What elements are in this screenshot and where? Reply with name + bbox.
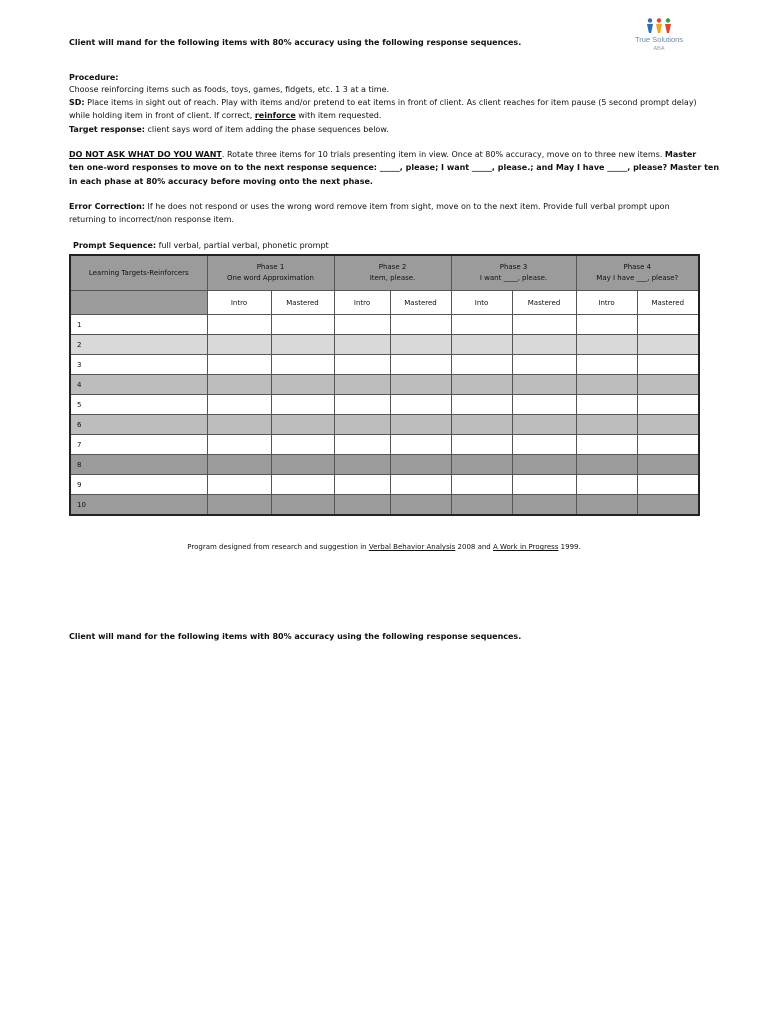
phase-2-header: Phase 2 Item, please. [334,255,451,291]
entry-cell[interactable] [207,415,271,435]
entry-cell[interactable] [576,375,637,395]
entry-cell[interactable] [390,415,451,435]
sd-text: Place items in sight out of reach. Play with items and/or pretend to eat items in front of client. As client reaches for item pause (5 second prompt delay) [84,98,697,107]
col-mastered-4: Mastered [637,291,699,315]
sd-line [69,96,697,109]
entry-cell[interactable] [451,335,512,355]
row-number: 10 [70,495,207,516]
entry-cell[interactable] [451,435,512,455]
entry-cell[interactable] [390,355,451,375]
citation-prefix: Program designed from research and suggestion in [187,543,369,551]
entry-cell[interactable] [512,395,576,415]
prompt-sequence-line [73,239,329,252]
entry-cell[interactable] [271,395,334,415]
entry-cell[interactable] [576,335,637,355]
instructions-line-2: ten one-word responses to move on to the next response sequence: _____, please; I want _____, please.; and May I have _____, please? Master ten [69,163,720,172]
entry-cell[interactable] [271,435,334,455]
entry-cell[interactable] [334,415,390,435]
entry-cell[interactable] [271,415,334,435]
reinforce-word: reinforce [254,111,296,120]
entry-cell[interactable] [451,375,512,395]
sd-line-2b: with item requested. [295,111,382,120]
error-correction-text: If he does not respond or uses the wrong word remove item from sight, move on to the next item. Provide full verbal prompt upon [144,202,670,211]
entry-cell[interactable] [334,495,390,516]
entry-cell[interactable] [207,375,271,395]
entry-cell[interactable] [512,335,576,355]
subheader-row [70,291,699,315]
entry-cell[interactable] [637,455,699,475]
entry-cell[interactable] [207,315,271,335]
logo-name: True Solutions [634,35,684,44]
entry-cell[interactable] [637,415,699,435]
entry-cell[interactable] [512,375,576,395]
dont-ask-text: DO NOT ASK WHAT DO YOU WANT [69,150,222,159]
entry-cell[interactable] [451,475,512,495]
entry-cell[interactable] [576,355,637,375]
instructions-master: Master [664,150,697,159]
entry-cell[interactable] [512,455,576,475]
entry-cell[interactable] [451,415,512,435]
objective-line: Client will mand for the following items with 80% accuracy using the following response sequences. [69,38,522,47]
table-row [70,455,699,475]
entry-cell[interactable] [271,455,334,475]
entry-cell[interactable] [390,455,451,475]
phase-4-header: Phase 4 May I have ___, please? [576,255,699,291]
entry-cell[interactable] [271,375,334,395]
corner-header: Learning Targets-Reinforcers [70,255,207,291]
citation-ref-1: Verbal Behavior Analysis [368,543,456,551]
phase-header-row [70,255,699,291]
entry-cell[interactable] [334,395,390,415]
prompt-sequence-label: Prompt Sequence: [73,241,157,250]
entry-cell[interactable] [512,315,576,335]
entry-cell[interactable] [334,435,390,455]
entry-cell[interactable] [637,495,699,516]
citation-line [0,541,768,554]
entry-cell[interactable] [512,475,576,495]
entry-cell[interactable] [451,395,512,415]
entry-cell[interactable] [390,395,451,415]
entry-cell[interactable] [207,335,271,355]
table-row [70,495,699,516]
col-mastered-2: Mastered [390,291,451,315]
entry-cell[interactable] [207,395,271,415]
row-number: 9 [70,475,207,495]
table-row [70,315,699,335]
row-number: 6 [70,415,207,435]
table-row [70,415,699,435]
entry-cell[interactable] [271,335,334,355]
table-row [70,355,699,375]
procedure-line-1: Choose reinforcing items such as foods, toys, games, fidgets, etc. 1 3 at a time. [69,85,390,94]
entry-cell[interactable] [576,395,637,415]
col-intro-4: Intro [576,291,637,315]
entry-cell[interactable] [334,375,390,395]
row-number: 8 [70,455,207,475]
col-intro-1: Intro [207,291,271,315]
entry-cell[interactable] [390,315,451,335]
entry-cell[interactable] [390,475,451,495]
table-row [70,475,699,495]
entry-cell[interactable] [271,315,334,335]
table-row [70,375,699,395]
entry-cell[interactable] [207,495,271,516]
row-number: 1 [70,315,207,335]
entry-cell[interactable] [512,435,576,455]
entry-cell[interactable] [207,475,271,495]
entry-cell[interactable] [451,315,512,335]
row-number: 2 [70,335,207,355]
row-number: 3 [70,355,207,375]
entry-cell[interactable] [512,495,576,516]
entry-cell[interactable] [271,495,334,516]
entry-cell[interactable] [512,355,576,375]
entry-cell[interactable] [576,415,637,435]
entry-cell[interactable] [207,355,271,375]
col-mastered-1: Mastered [271,291,334,315]
instructions-line-1 [69,148,696,161]
table-row [70,335,699,355]
entry-cell[interactable] [637,335,699,355]
entry-cell[interactable] [637,475,699,495]
entry-cell[interactable] [334,335,390,355]
error-correction-line-2: returning to incorrect/non response item. [69,215,235,224]
entry-cell[interactable] [576,475,637,495]
entry-cell[interactable] [576,455,637,475]
entry-cell[interactable] [334,455,390,475]
phase-1-header: Phase 1 One word Approximation [207,255,334,291]
tracking-table [69,254,700,516]
phase-3-header: Phase 3 I want ____, please. [451,255,576,291]
entry-cell[interactable] [637,395,699,415]
row-number: 5 [70,395,207,415]
target-text: client says word of item adding the phase sequences below. [144,125,389,134]
table-row [70,395,699,415]
subheader-blank [70,291,207,315]
sd-line-2 [69,109,381,122]
entry-cell[interactable] [637,375,699,395]
col-intro-2: Intro [334,291,390,315]
company-logo [626,18,692,58]
entry-cell[interactable] [334,475,390,495]
prompt-sequence-text: full verbal, partial verbal, phonetic prompt [156,241,329,250]
entry-cell[interactable] [512,415,576,435]
procedure-heading: Procedure: [69,73,119,82]
sd-label: SD: [69,98,85,107]
entry-cell[interactable] [451,455,512,475]
citation-ref-2: A Work in Progress [492,543,559,551]
entry-cell[interactable] [451,495,512,516]
row-number: 7 [70,435,207,455]
target-response-line [69,123,389,136]
entry-cell[interactable] [637,355,699,375]
objective-line-repeat: Client will mand for the following items with 80% accuracy using the following response sequences. [69,632,522,641]
error-correction-label: Error Correction: [69,202,145,211]
entry-cell[interactable] [576,435,637,455]
entry-cell[interactable] [451,355,512,375]
entry-cell[interactable] [390,335,451,355]
three-people-logo-icon [646,18,672,34]
entry-cell[interactable] [390,375,451,395]
entry-cell[interactable] [390,495,451,516]
instructions-line-1-rest: . Rotate three items for 10 trials presenting item in view. Once at 80% accuracy, move on to three new items. [221,150,665,159]
instructions-line-3: in each phase at 80% accuracy before moving onto the next phase. [69,177,373,186]
error-correction-line-1 [69,200,670,213]
entry-cell[interactable] [207,435,271,455]
entry-cell[interactable] [390,435,451,455]
logo-subtitle: ABA [653,46,665,52]
target-label: Target response: [69,125,145,134]
entry-cell[interactable] [334,315,390,335]
citation-suffix: 1999. [558,543,581,551]
entry-cell[interactable] [207,455,271,475]
entry-cell[interactable] [271,355,334,375]
col-mastered-3: Mastered [512,291,576,315]
entry-cell[interactable] [576,495,637,516]
entry-cell[interactable] [334,355,390,375]
col-intro-3: Into [451,291,512,315]
entry-cell[interactable] [637,435,699,455]
entry-cell[interactable] [576,315,637,335]
citation-mid: 2008 and [455,543,493,551]
row-number: 4 [70,375,207,395]
entry-cell[interactable] [637,315,699,335]
entry-cell[interactable] [271,475,334,495]
table-row [70,435,699,455]
sd-line-2a: while holding item in front of client. If correct, [69,111,255,120]
